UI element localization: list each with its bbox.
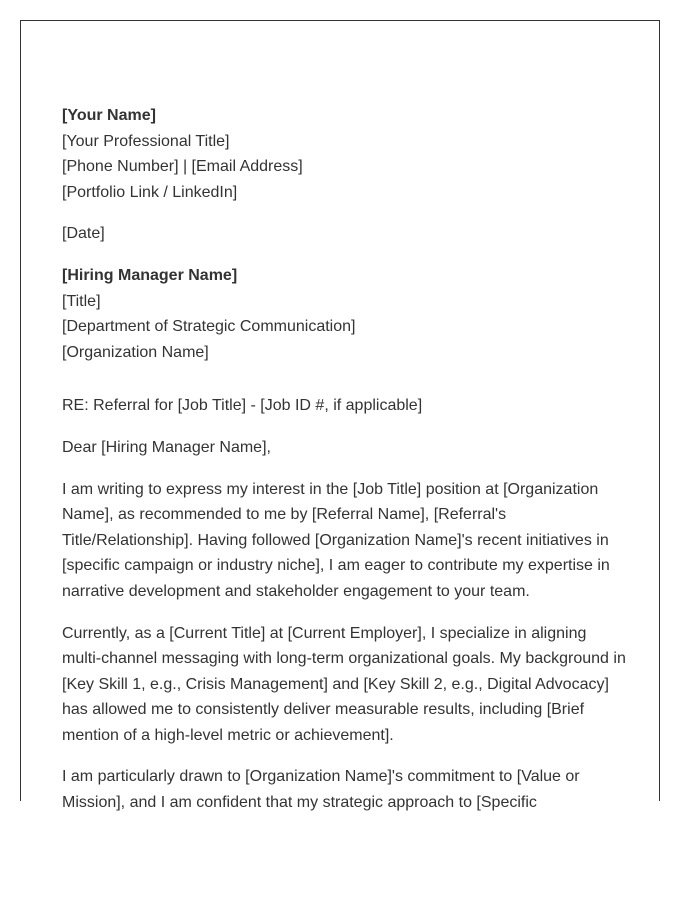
body-paragraph-2: Currently, as a [Current Title] at [Current Employer], I specialize in aligning multi-channel messaging with long-term organizational goals. My background in [Key Skill 1, e.g., Crisis Management] and [Key Skill 2, e.g., Digital Advocacy] has allowed me to consistently deliver measurable results, including [Brief mention of a high-level metric or achievement]. [62,624,626,744]
sender-block [62,103,628,205]
recipient-title: [Title] [62,292,101,310]
sender-name: [Your Name] [62,107,156,124]
recipient-organization: [Organization Name] [62,343,209,361]
letter-date: [Date] [62,225,105,243]
re-line-text: RE: Referral for [Job Title] - [Job ID #, if applicable] [62,397,423,415]
recipient-name: [Hiring Manager Name] [62,266,238,284]
sender-portfolio: [Portfolio Link / LinkedIn] [62,183,238,201]
recipient-department: [Department of Strategic Communication] [62,318,356,336]
salutation-text: Dear [Hiring Manager Name], [62,438,271,456]
sender-contact: [Phone Number] | [Email Address] [62,158,303,176]
salutation [62,435,628,461]
letter-content [62,103,628,832]
body-paragraph-3: I am particularly drawn to [Organization Name]'s commitment to [Value or Mission], and I am confident that my strategic approach to [Specific [62,768,580,812]
re-line [62,393,628,419]
letter-page [20,20,660,812]
sender-title: [Your Professional Title] [62,132,230,150]
date-block [62,221,628,247]
body-paragraph-1: I am writing to express my interest in the [Job Title] position at [Organization Name], as recommended to me by [Referral Name], [Referral's Title/Relationship]. Having followed [Organization Name]'s recent initiatives in [specific campaign or industry niche], I am eager to contribute my expertise in narrative development and stakeholder engagement to your team. [62,480,610,600]
recipient-block [62,263,628,365]
